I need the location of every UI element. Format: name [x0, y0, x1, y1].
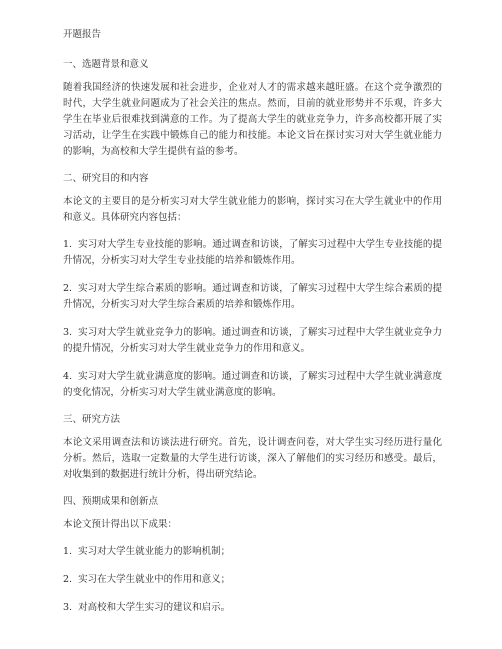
section-paragraph-background: 随着我国经济的快速发展和社会进步，企业对人才的需求越来越旺盛。在这个竞争激烈的时代，大学生就业问题成为了社会关注的焦点。然而，目前的就业形势并不乐观，许多大学生在毕业后很难找到满意的工作。为了提高大学生的就业竞争力，许多高校都开展了实习活动，让学生在实践中锻炼自己的能力和技能。本论文旨在探讨实习对大学生就业能力的影响，为高校和大学生提供有益的参考。 — [63, 82, 442, 157]
list-item-text: 实习对大学生就业满意度的影响。通过调查和访谈，了解实习过程中大学生就业满意度的变化情况，分析实习对大学生就业满意度的影响。 — [63, 371, 442, 398]
list-item-number: 4. — [63, 371, 73, 382]
section-heading-outcomes: 四、预期成果和创新点 — [63, 496, 159, 507]
list-item-text: 实习在大学生就业中的作用和意义； — [78, 574, 231, 585]
list-item-number: 1. — [63, 239, 73, 250]
list-item — [63, 600, 442, 616]
list-item — [63, 544, 442, 560]
list-item — [63, 237, 442, 269]
list-item-number: 1. — [63, 546, 73, 557]
list-item-text: 实习对大学生专业技能的影响。通过调查和访谈，了解实习过程中大学生专业技能的提升情况，分析实习对大学生专业技能的培养和锻炼作用。 — [63, 239, 442, 266]
list-item — [63, 369, 442, 401]
section-paragraph-outcomes: 本论文预计得出以下成果： — [63, 519, 178, 530]
list-item-text: 实习对大学生综合素质的影响。通过调查和访谈，了解实习过程中大学生综合素质的提升情况，分析实习对大学生综合素质的培养和锻炼作用。 — [63, 283, 442, 310]
section-paragraph-method: 本论文采用调查法和访谈法进行研究。首先，设计调查问卷，对大学生实习经历进行量化分析。然后，选取一定数量的大学生进行访谈，深入了解他们的实习经历和感受。最后，对收集到的数据进行统计分析，得出研究结论。 — [63, 437, 442, 480]
list-item — [63, 325, 442, 357]
document-title: 开题报告 — [63, 29, 102, 40]
list-item-number: 3. — [63, 602, 73, 613]
research-content-list — [63, 237, 442, 401]
section-heading-purpose: 二、研究目的和内容 — [63, 173, 149, 184]
list-item — [63, 572, 442, 588]
section-heading-method: 三、研究方法 — [63, 414, 121, 425]
list-item — [63, 281, 442, 313]
list-item-text: 实习对大学生就业竞争力的影响。通过调查和访谈，了解实习过程中大学生就业竞争力的提升情况，分析实习对大学生就业竞争力的作用和意义。 — [63, 327, 442, 354]
list-item-text: 实习对大学生就业能力的影响机制； — [78, 546, 231, 557]
list-item-number: 2. — [63, 574, 73, 585]
list-item-text: 对高校和大学生实习的建议和启示。 — [78, 602, 231, 613]
section-paragraph-purpose: 本论文的主要目的是分析实习对大学生就业能力的影响，探讨实习在大学生就业中的作用和意义。具体研究内容包括： — [63, 196, 442, 223]
list-item-number: 2. — [63, 283, 73, 294]
list-item-number: 3. — [63, 327, 73, 338]
section-heading-background: 一、选题背景和意义 — [63, 59, 149, 70]
expected-outcomes-list — [63, 544, 442, 616]
